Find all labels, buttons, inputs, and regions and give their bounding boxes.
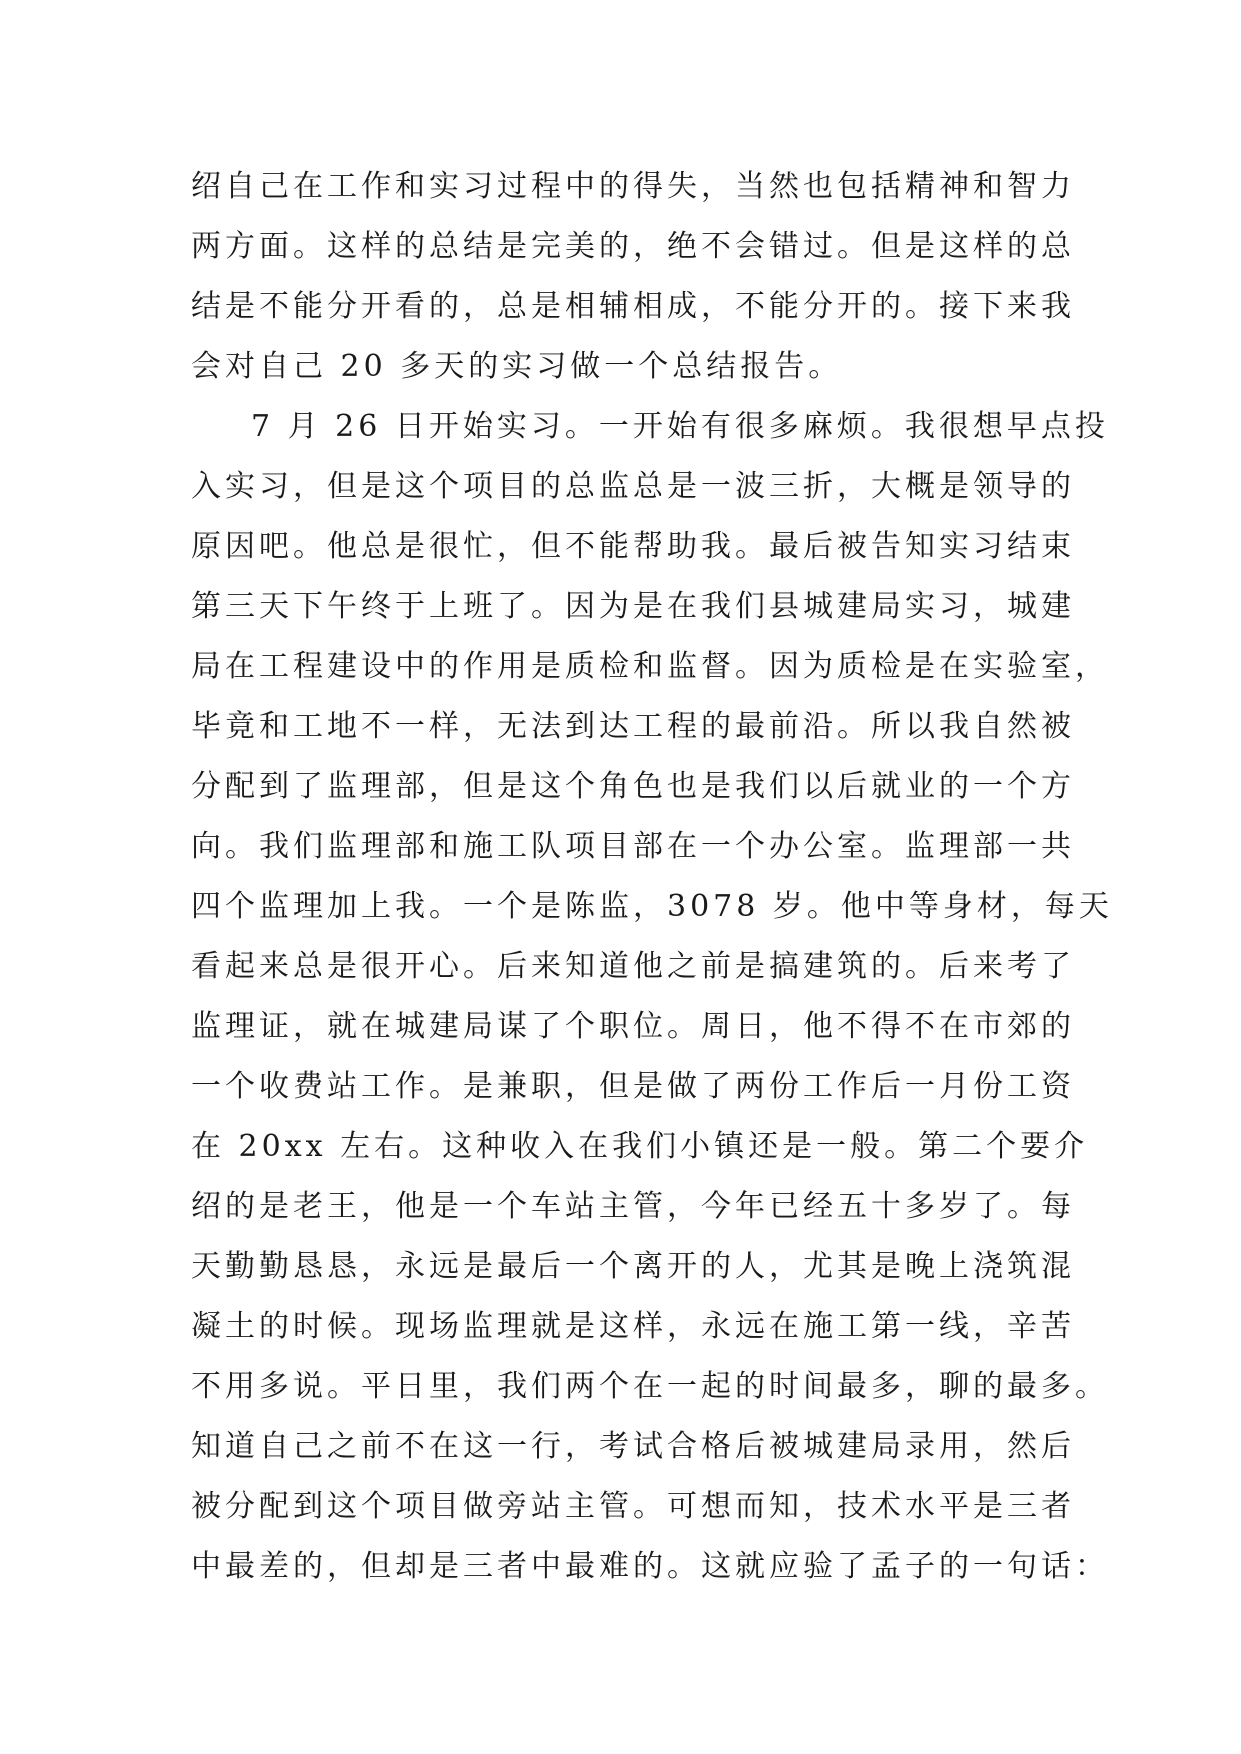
paragraph-1 — [191, 157, 1075, 397]
text-line: 在 20xx 左右。这种收入在我们小镇还是一般。第二个要介 — [191, 1129, 1089, 1164]
text-line: 被分配到这个项目做旁站主管。可想而知，技术水平是三者 — [191, 1489, 1075, 1524]
text-line: 一个收费站工作。是兼职，但是做了两份工作后一月份工资 — [191, 1069, 1075, 1104]
paragraph-2 — [191, 397, 1113, 1597]
text-line: 四个监理加上我。一个是陈监，3078 岁。他中等身材，每天 — [191, 889, 1113, 924]
text-line: 分配到了监理部，但是这个角色也是我们以后就业的一个方 — [191, 769, 1075, 804]
text-line: 两方面。这样的总结是完美的，绝不会错过。但是这样的总 — [191, 229, 1075, 264]
text-line: 凝土的时候。现场监理就是这样，永远在施工第一线，辛苦 — [191, 1309, 1075, 1344]
text-line: 监理证，就在城建局谋了个职位。周日，他不得不在市郊的 — [191, 1009, 1075, 1044]
text-line: 局在工程建设中的作用是质检和监督。因为质检是在实验室， — [191, 649, 1109, 684]
text-line: 知道自己之前不在这一行，考试合格后被城建局录用，然后 — [191, 1429, 1075, 1464]
text-line: 天勤勤恳恳，永远是最后一个离开的人，尤其是晚上浇筑混 — [191, 1249, 1075, 1284]
text-line: 会对自己 20 多天的实习做一个总结报告。 — [191, 349, 843, 384]
text-line: 结是不能分开看的，总是相辅相成，不能分开的。接下来我 — [191, 289, 1075, 324]
text-line: 绍的是老王，他是一个车站主管，今年已经五十多岁了。每 — [191, 1189, 1075, 1224]
document-body — [191, 157, 1113, 1597]
text-line: 7 月 26 日开始实习。一开始有很多麻烦。我很想早点投 — [251, 409, 1109, 444]
text-line: 毕竟和工地不一样，无法到达工程的最前沿。所以我自然被 — [191, 709, 1075, 744]
text-line: 向。我们监理部和施工队项目部在一个办公室。监理部一共 — [191, 829, 1075, 864]
text-line: 原因吧。他总是很忙，但不能帮助我。最后被告知实习结束 — [191, 529, 1075, 564]
text-line: 中最差的，但却是三者中最难的。这就应验了孟子的一句话： — [191, 1549, 1109, 1584]
text-line: 入实习，但是这个项目的总监总是一波三折，大概是领导的 — [191, 469, 1075, 504]
text-line: 绍自己在工作和实习过程中的得失，当然也包括精神和智力 — [191, 169, 1075, 204]
text-line: 不用多说。平日里，我们两个在一起的时间最多，聊的最多。 — [191, 1369, 1109, 1404]
text-line: 第三天下午终于上班了。因为是在我们县城建局实习，城建 — [191, 589, 1075, 624]
text-line: 看起来总是很开心。后来知道他之前是搞建筑的。后来考了 — [191, 949, 1075, 984]
